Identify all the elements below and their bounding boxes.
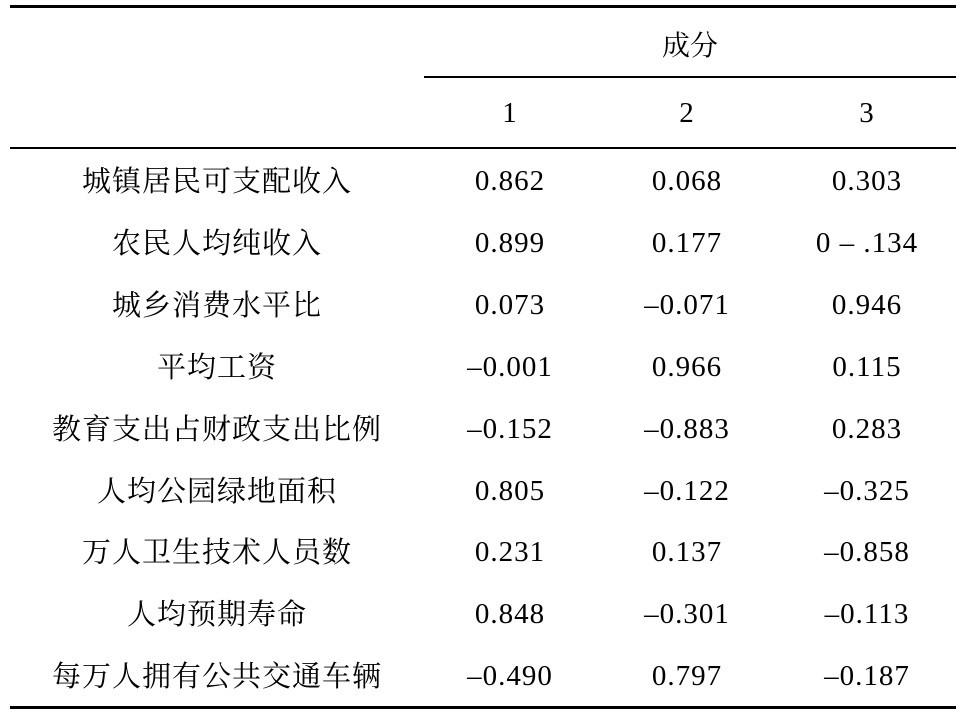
column-header-1: 1 [502,97,518,129]
row-value-col-1: –0.001 [467,351,553,383]
row-value-col-2: –0.883 [644,413,730,445]
row-label: 城乡消费水平比 [111,288,322,322]
row-value-col-3: –0.113 [824,598,910,630]
row-value-col-2: 0.068 [651,165,723,197]
row-label: 平均工资 [156,350,277,384]
row-value-col-1: –0.152 [467,413,553,445]
row-value-col-2: –0.122 [644,475,730,507]
row-value-col-2: 0.177 [651,227,723,259]
row-value-col-2: –0.071 [644,289,730,321]
row-value-col-1: 0.231 [474,536,546,568]
table-bottom-rule [10,706,956,709]
row-value-col-3: 0.283 [831,413,903,445]
group-header: 成分 [661,29,718,62]
row-value-col-3: 0 – .134 [815,227,919,259]
column-header-2: 2 [679,97,695,129]
column-header-3: 3 [859,97,875,129]
row-value-col-2: 0.137 [651,536,723,568]
row-value-col-3: 0.303 [831,165,903,197]
header-bottom-rule [10,147,956,149]
row-value-col-1: 0.899 [474,227,546,259]
row-value-col-3: –0.858 [824,536,910,568]
row-label: 人均公园绿地面积 [96,474,337,508]
table-top-rule [10,5,956,8]
row-value-col-2: 0.797 [651,660,723,692]
group-header-rule [424,76,956,78]
row-label: 农民人均纯收入 [111,226,322,260]
row-value-col-3: 0.115 [832,351,902,383]
row-value-col-1: –0.490 [467,660,553,692]
row-label: 每万人拥有公共交通车辆 [51,659,382,693]
row-value-col-1: 0.862 [474,165,546,197]
row-value-col-3: –0.187 [824,660,910,692]
row-value-col-1: 0.805 [474,475,546,507]
row-label: 教育支出占财政支出比例 [51,412,382,446]
row-value-col-2: 0.966 [651,351,723,383]
row-value-col-1: 0.073 [474,289,546,321]
row-value-col-2: –0.301 [644,598,730,630]
row-value-col-3: –0.325 [824,475,910,507]
row-value-col-1: 0.848 [474,598,546,630]
row-label: 万人卫生技术人员数 [81,535,352,569]
row-value-col-3: 0.946 [831,289,903,321]
row-label: 人均预期寿命 [126,597,307,631]
row-label: 城镇居民可支配收入 [81,164,352,198]
